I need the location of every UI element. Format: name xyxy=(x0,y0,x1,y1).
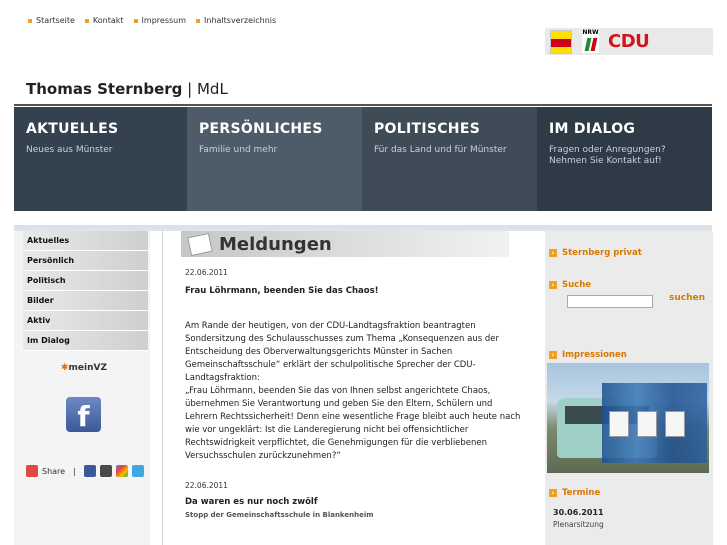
meinvz-link[interactable]: ✱meinVZ xyxy=(61,363,108,373)
column-separator xyxy=(162,231,163,545)
nrw-logo[interactable]: NRW xyxy=(582,29,599,53)
mainnav-persoenliches[interactable]: PERSÖNLICHES Familie und mehr xyxy=(187,107,362,211)
news-subheadline: Stopp der Gemeinschaftsschule in Blankenheim xyxy=(185,511,374,519)
muenster-crest-icon[interactable] xyxy=(550,30,572,54)
arrow-right-icon: › xyxy=(549,249,557,257)
share-plus-icon[interactable] xyxy=(26,465,38,477)
mainnav-politisches[interactable]: POLITISCHES Für das Land und für Münster xyxy=(362,107,537,211)
mainnav-aktuelles[interactable]: AKTUELLES Neues aus Münster xyxy=(14,107,187,211)
bullet-icon xyxy=(28,19,32,23)
arrow-right-icon: › xyxy=(549,281,557,289)
impressions-photo[interactable] xyxy=(547,363,709,473)
share-bar xyxy=(26,465,144,477)
top-navigation xyxy=(28,16,276,25)
section-header xyxy=(181,231,509,257)
termine-heading: › Termine xyxy=(549,488,600,498)
search-input[interactable] xyxy=(567,295,653,308)
facebook-share-icon[interactable] xyxy=(84,465,96,477)
bullet-icon xyxy=(196,19,200,23)
sidebar-item-aktuelles[interactable]: Aktuelles xyxy=(23,231,148,251)
share-label[interactable]: Share xyxy=(42,466,66,476)
google-share-icon[interactable] xyxy=(116,465,128,477)
facebook-icon[interactable]: f xyxy=(66,397,101,432)
nav-link-impressum[interactable]: Impressum xyxy=(134,16,186,25)
sidebar-item-bilder[interactable]: Bilder xyxy=(23,291,148,311)
newspaper-icon xyxy=(187,233,212,256)
sidebar-item-im-dialog[interactable]: Im Dialog xyxy=(23,331,148,351)
termin-description: Plenarsitzung xyxy=(553,520,604,529)
arrow-right-icon: › xyxy=(549,351,557,359)
site-title: Thomas Sternberg | MdL xyxy=(26,80,228,98)
news-date: 22.06.2011 xyxy=(185,481,228,490)
news-quote: „Frau Löhrmann, beenden Sie das von Ihnen selbst angerichtete Chaos, übernehmen Sie Verantwortung und geben Sie den Eltern, Schülern und Lehrern Rechtssicherheit! Denn eine wesentliche Frage bleibt auch heute nach wie vor ungeklärt: Ist die Landeregierung nicht bei offensichtlicher Rechtswidrigkeit verpflichtet, die Genehmigungen für die verbliebenen Versuchsschulen zurückzunehmen?“ xyxy=(185,386,521,461)
mainnav-im-dialog[interactable]: IM DIALOG Fragen oder Anregungen? Nehmen Sie Kontakt auf! xyxy=(537,107,712,211)
poster-image xyxy=(637,411,657,437)
nav-link-inhaltsverzeichnis[interactable]: Inhaltsverzeichnis xyxy=(196,16,276,25)
news-date: 22.06.2011 xyxy=(185,268,228,277)
cdu-logo[interactable]: CDU xyxy=(608,31,650,52)
header-rule xyxy=(14,104,712,106)
search-button[interactable]: suchen xyxy=(669,293,706,303)
bullet-icon xyxy=(85,19,89,23)
impressions-heading: › Impressionen xyxy=(549,350,627,360)
myspace-share-icon[interactable] xyxy=(100,465,112,477)
sidebar-item-persoenlich[interactable]: Persönlich xyxy=(23,251,148,271)
twitter-share-icon[interactable] xyxy=(132,465,144,477)
nav-link-kontakt[interactable]: Kontakt xyxy=(85,16,124,25)
termin-date[interactable]: 30.06.2011 xyxy=(553,508,604,517)
news-list xyxy=(185,266,525,522)
sternberg-privat-link[interactable]: › Sternberg privat xyxy=(549,248,642,258)
news-body: Am Rande der heutigen, von der CDU-Landtagsfraktion beantragten Sondersitzung des Schulausschusses zum Thema „Konsequenzen aus der Entscheidung des Oberverwaltungsgerichts Münster in Sachen Gemeinschaftsschule“ erklärt der schulpolitische Sprecher der CDU-Landtagsfraktion: xyxy=(185,321,499,383)
sidebar-item-politisch[interactable]: Politisch xyxy=(23,271,148,291)
logo-bar xyxy=(545,28,713,55)
nav-stripe xyxy=(14,211,712,231)
search-heading: › Suche xyxy=(549,280,591,290)
arrow-right-icon: › xyxy=(549,489,557,497)
sidebar-item-aktiv[interactable]: Aktiv xyxy=(23,311,148,331)
section-title: Meldungen xyxy=(219,234,332,255)
sidebar-menu xyxy=(23,231,148,351)
news-headline-link[interactable]: Frau Löhrmann, beenden Sie das Chaos! xyxy=(185,286,379,296)
bullet-icon xyxy=(134,19,138,23)
nav-link-startseite[interactable]: Startseite xyxy=(28,16,75,25)
poster-image xyxy=(665,411,685,437)
meinvz-icon: ✱ xyxy=(61,363,69,373)
news-headline-link[interactable]: Da waren es nur noch zwölf xyxy=(185,497,318,507)
main-navigation xyxy=(14,107,712,211)
share-separator: | xyxy=(73,466,76,476)
poster-image xyxy=(609,411,629,437)
